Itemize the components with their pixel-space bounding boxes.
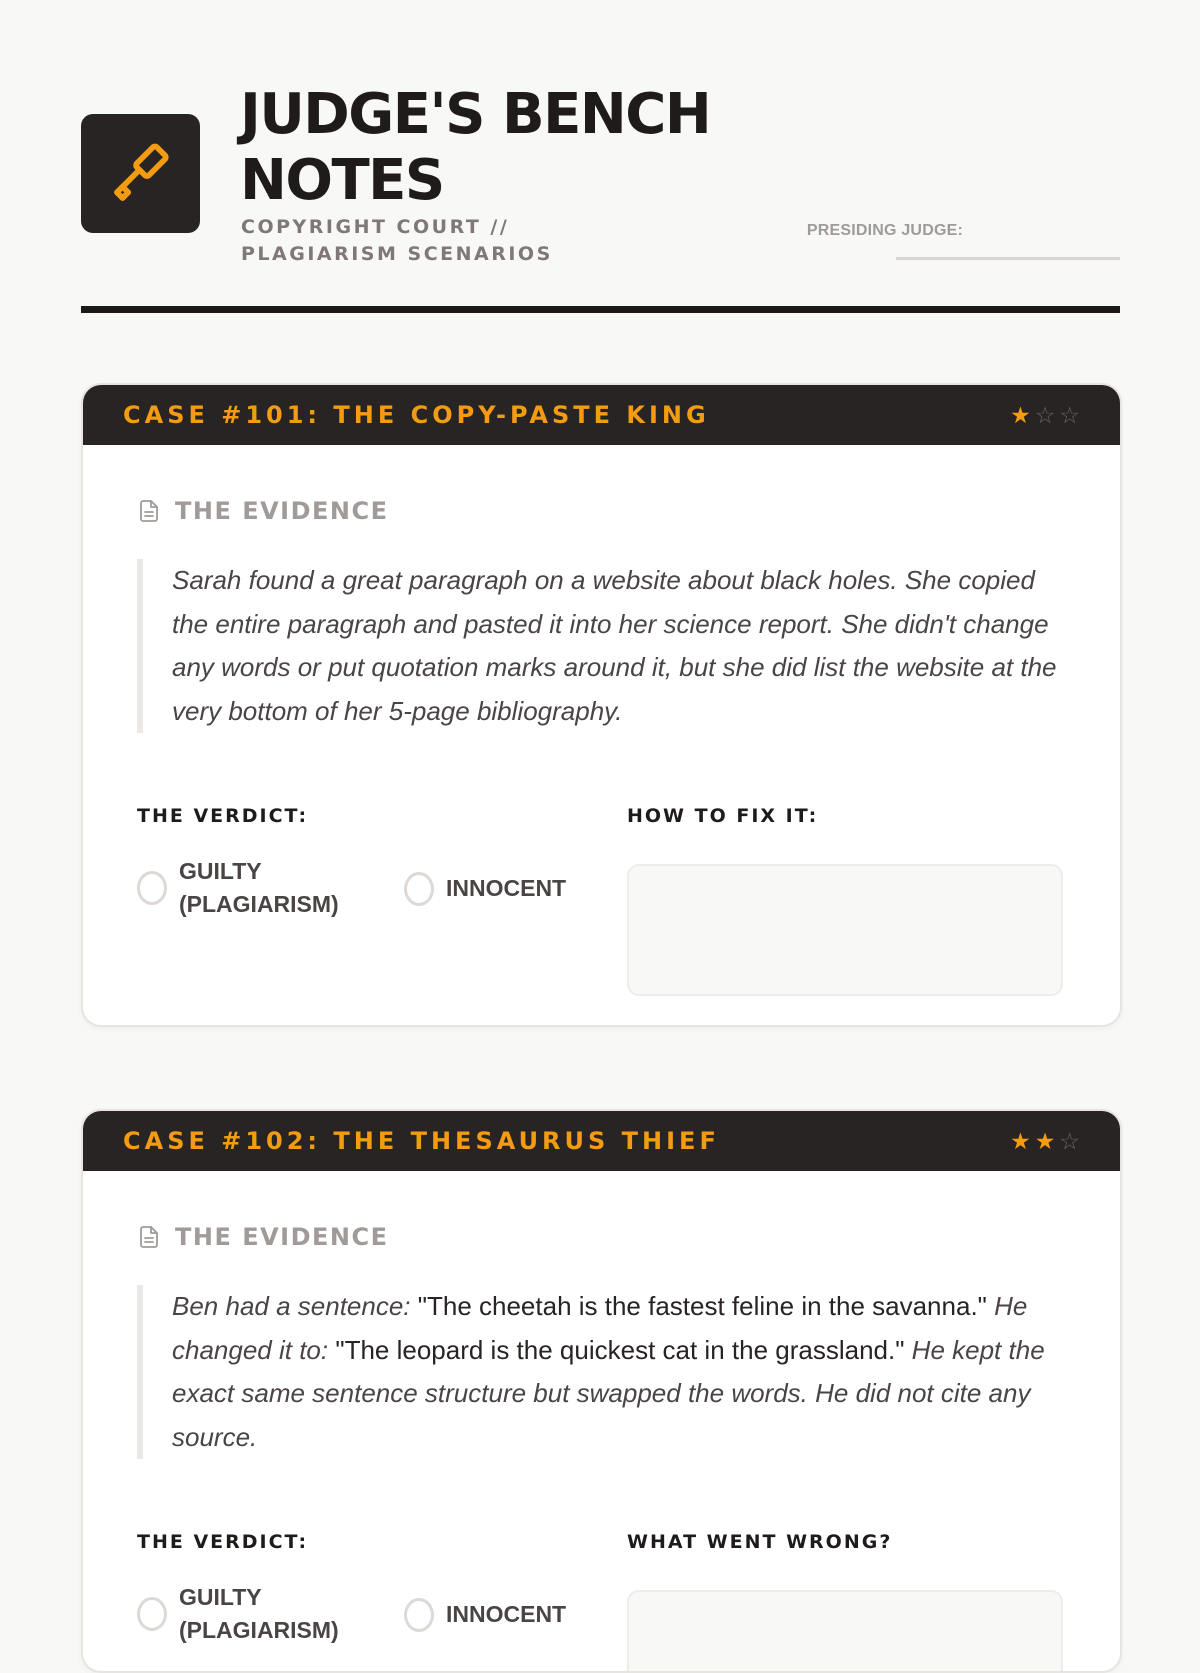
verdict-option-innocent[interactable] — [404, 1598, 566, 1632]
page-subtitle: COPYRIGHT COURT // PLAGIARISM SCENARIOS — [241, 216, 553, 265]
verdict-label: THE VERDICT: — [137, 1531, 309, 1553]
evidence-heading — [137, 497, 389, 525]
page-title: JUDGE'S BENCH NOTES — [240, 82, 711, 213]
case-card — [81, 383, 1122, 1027]
verdict-label: THE VERDICT: — [137, 805, 309, 827]
presiding-judge-field[interactable] — [896, 257, 1120, 260]
case-card — [81, 1109, 1122, 1673]
evidence-heading — [137, 1223, 389, 1251]
response-textarea[interactable] — [627, 1590, 1063, 1673]
header-divider — [81, 306, 1120, 313]
response-textarea[interactable] — [627, 864, 1063, 996]
option-label: GUILTY (PLAGIARISM) — [179, 858, 339, 917]
radio-button[interactable] — [404, 1598, 434, 1632]
verdict-option-innocent[interactable] — [404, 872, 566, 906]
star-empty-icon: ☆ — [1059, 401, 1080, 428]
original-sentence: "The cheetah is the fastest feline in the savanna." — [417, 1291, 987, 1321]
case-title: CASE #101: THE COPY-PASTE KING — [123, 401, 710, 429]
case-title: CASE #102: THE THESAURUS THIEF — [123, 1127, 720, 1155]
difficulty-rating — [1010, 401, 1080, 428]
evidence-text — [137, 1285, 1067, 1459]
verdict-option-guilty[interactable] — [137, 855, 354, 921]
page-header — [81, 0, 1120, 316]
verdict-option-guilty[interactable] — [137, 1581, 354, 1647]
evidence-narrative: Sarah found a great paragraph on a website about black holes. She copied the entire paragraph and pasted it into her science report. She didn't change any words or put quotation marks around it, but she did list the website at the very bottom of her 5-page bibliography. — [172, 565, 1057, 726]
response-label: HOW TO FIX IT: — [627, 805, 819, 827]
evidence-text — [137, 559, 1067, 733]
star-empty-icon: ☆ — [1034, 401, 1056, 428]
evidence-narrative: He kept the exact same sentence structure but swapped the words. He did not cite any source. — [172, 1334, 1045, 1452]
changed-sentence: "The leopard is the quickest cat in the grassland." — [335, 1334, 905, 1365]
star-filled-icon: ★ — [1034, 1127, 1056, 1154]
gavel-icon — [107, 140, 175, 208]
radio-button[interactable] — [137, 1597, 167, 1631]
star-empty-icon: ☆ — [1059, 1127, 1080, 1154]
worksheet-page — [81, 0, 1120, 1643]
radio-button[interactable] — [404, 872, 434, 906]
star-filled-icon: ★ — [1010, 1127, 1031, 1154]
option-label: INNOCENT — [446, 1601, 567, 1627]
presiding-judge-label: PRESIDING JUDGE: — [806, 222, 963, 239]
evidence-label: THE EVIDENCE — [175, 1223, 389, 1251]
option-label: GUILTY (PLAGIARISM) — [179, 1584, 339, 1643]
evidence-label: THE EVIDENCE — [175, 497, 389, 525]
difficulty-rating — [1010, 1127, 1080, 1154]
evidence-narrative: He changed it to: — [172, 1291, 1028, 1365]
star-filled-icon: ★ — [1010, 401, 1031, 428]
case-header — [83, 385, 1120, 445]
logo — [81, 114, 200, 233]
option-label: INNOCENT — [446, 875, 567, 901]
case-header — [83, 1111, 1120, 1171]
document-icon — [137, 1224, 161, 1250]
evidence-narrative: Ben had a sentence: — [172, 1291, 418, 1321]
document-icon — [137, 498, 161, 524]
radio-button[interactable] — [137, 871, 167, 905]
response-label: WHAT WENT WRONG? — [627, 1531, 893, 1553]
